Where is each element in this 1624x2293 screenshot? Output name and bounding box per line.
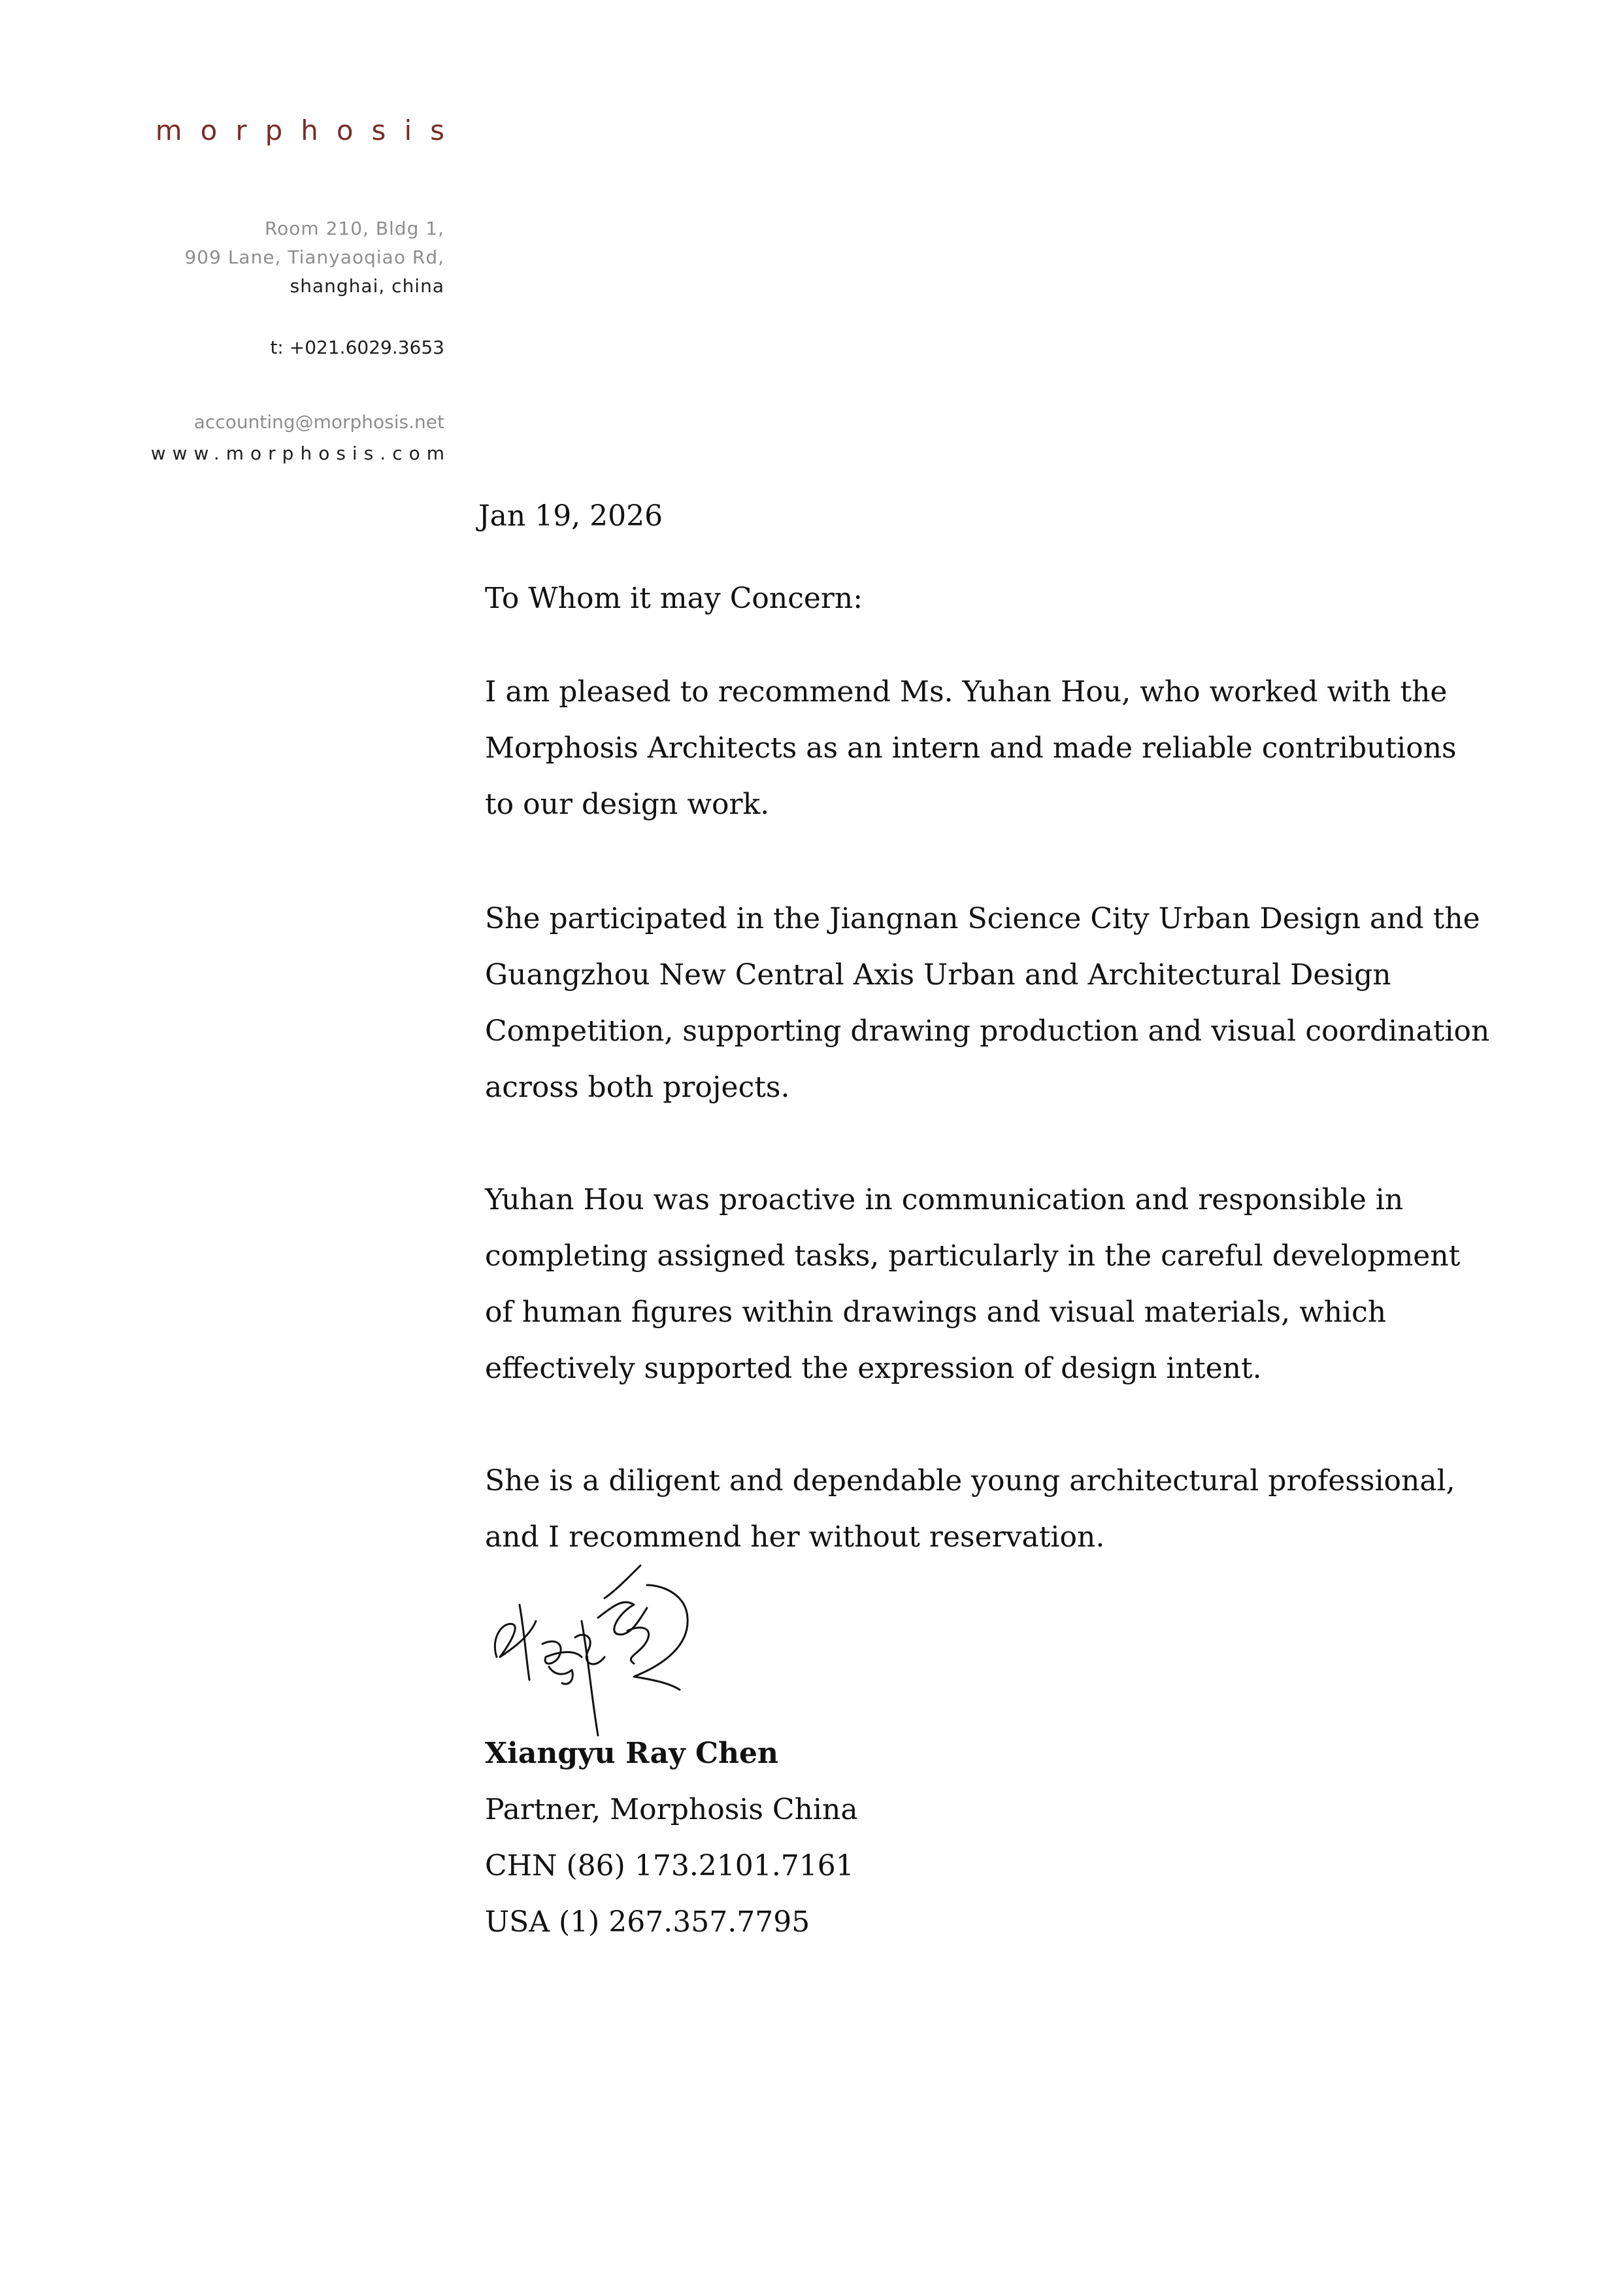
salutation [485, 579, 1491, 618]
paragraph-text: She participated in the Jiangnan Science City Urban Design and the Guangzhou New Central Axis Urban and Architectural Design Competition, supporting drawing production and visual coordination across both projects. [485, 902, 1490, 1104]
signer-phone-usa: USA (1) 267.357.7795 [485, 1905, 810, 1939]
signer-phone-chn: CHN (86) 173.2101.7161 [485, 1849, 854, 1883]
address-line-1: Room 210, Bldg 1, [264, 218, 444, 239]
paragraph-4 [485, 1453, 1491, 1565]
address-line-3: shanghai, china [290, 275, 444, 297]
paragraph-text: She is a diligent and dependable young architectural professional, and I recommend her without reservation. [485, 1464, 1455, 1554]
paragraph-2 [485, 891, 1491, 1116]
letter-date: Jan 19, 2026 [478, 499, 663, 533]
company-logo [156, 111, 463, 150]
paragraph-text: I am pleased to recommend Ms. Yuhan Hou, who worked with the Morphosis Architects as an intern and made reliable contributions to our design work. [485, 675, 1457, 821]
signature-block [485, 1726, 858, 1950]
signer-name: Xiangyu Ray Chen [485, 1737, 778, 1770]
company-address [184, 214, 444, 301]
paragraph-3 [485, 1172, 1491, 1397]
paragraph-1 [485, 664, 1491, 833]
paragraph-text: Yuhan Hou was proactive in communication and responsible in completing assigned tasks, particularly in the careful development of human figures within drawings and visual materials, which effectively supported the expression of design intent. [485, 1183, 1461, 1385]
logo-text: morphosis [155, 114, 463, 146]
company-website: www.morphosis.com [150, 443, 451, 464]
salutation-text: To Whom it may Concern: [485, 582, 863, 615]
signer-title: Partner, Morphosis China [485, 1793, 858, 1826]
company-email: accounting@morphosis.net [193, 411, 444, 433]
company-phone: t: +021.6029.3653 [270, 337, 444, 358]
address-line-2: 909 Lane, Tianyaoqiao Rd, [184, 246, 444, 268]
